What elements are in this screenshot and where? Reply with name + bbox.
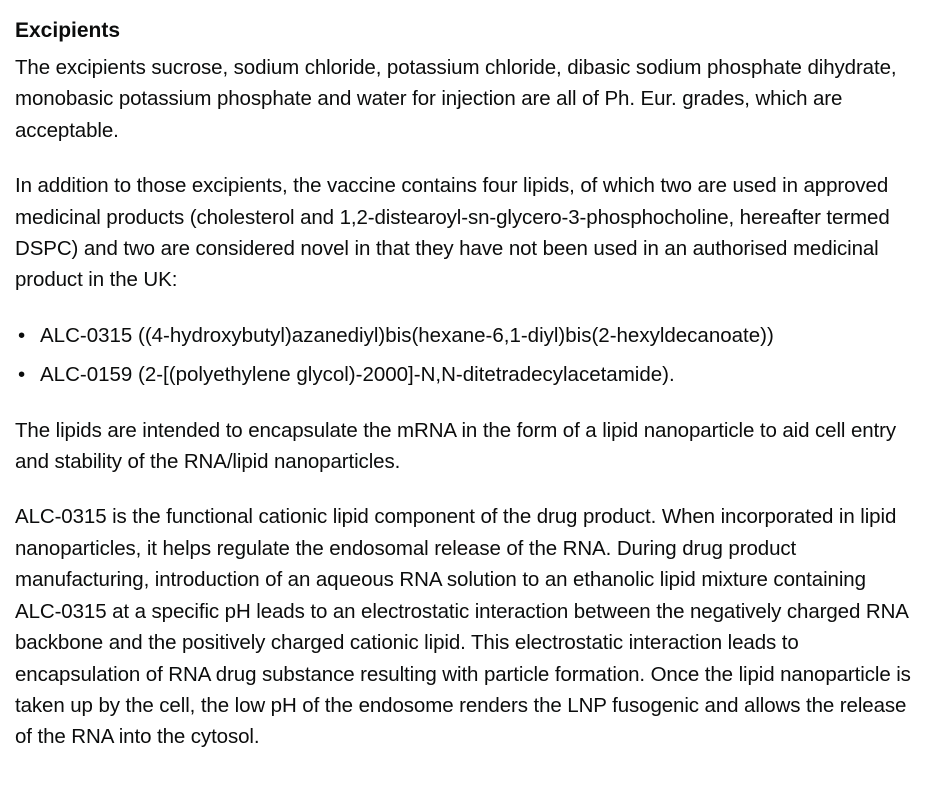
list-item-text: ALC-0315 ((4-hydroxybutyl)azanediyl)bis(hexane-6,1-diyl)bis(2-hexyldecanoate)) (40, 323, 774, 347)
bullet-icon: • (18, 363, 26, 387)
alc-0315-function-paragraph: ALC-0315 is the functional cationic lipid component of the drug product. When incorporated in lipid nanoparticles, it helps regulate the endosomal release of the RNA. During drug product manufacturing, introduction of an aqueous RNA solution to an ethanolic lipid mixture containing ALC-0315 at a specific pH leads to an electrostatic interaction between the negatively charged RNA backbone and the positively charged cationic lipid. This electrostatic interaction leads to encapsulation of RNA drug substance resulting with particle formation. Once the lipid nanoparticle is taken up by the cell, the low pH of the endosome renders the LNP fusogenic and allows the release of the RNA into the cytosol. (15, 505, 911, 749)
lipids-intro-paragraph: In addition to those excipients, the vaccine contains four lipids, of which two are used in approved medicinal products (cholesterol and 1,2-distearoyl-sn-glycero-3-phosphocholine, hereafter termed DSPC) and two are considered novel in that they have not been used in an authorised medicinal product in the UK: (15, 174, 890, 292)
list-item (15, 359, 914, 390)
bullet-icon: • (18, 323, 26, 347)
list-item (15, 320, 914, 351)
excipients-paragraph: The excipients sucrose, sodium chloride, potassium chloride, dibasic sodium phosphate dihydrate, monobasic potassium phosphate and water for injection are all of Ph. Eur. grades, which are acceptable. (15, 56, 897, 142)
novel-lipids-list (15, 320, 914, 391)
lipids-purpose-paragraph: The lipids are intended to encapsulate the mRNA in the form of a lipid nanoparticle to aid cell entry and stability of the RNA/lipid nanoparticles. (15, 418, 897, 474)
list-item-text: ALC-0159 (2-[(polyethylene glycol)-2000]-N,N-ditetradecylacetamide). (40, 363, 675, 387)
section-heading: Excipients (15, 19, 121, 42)
